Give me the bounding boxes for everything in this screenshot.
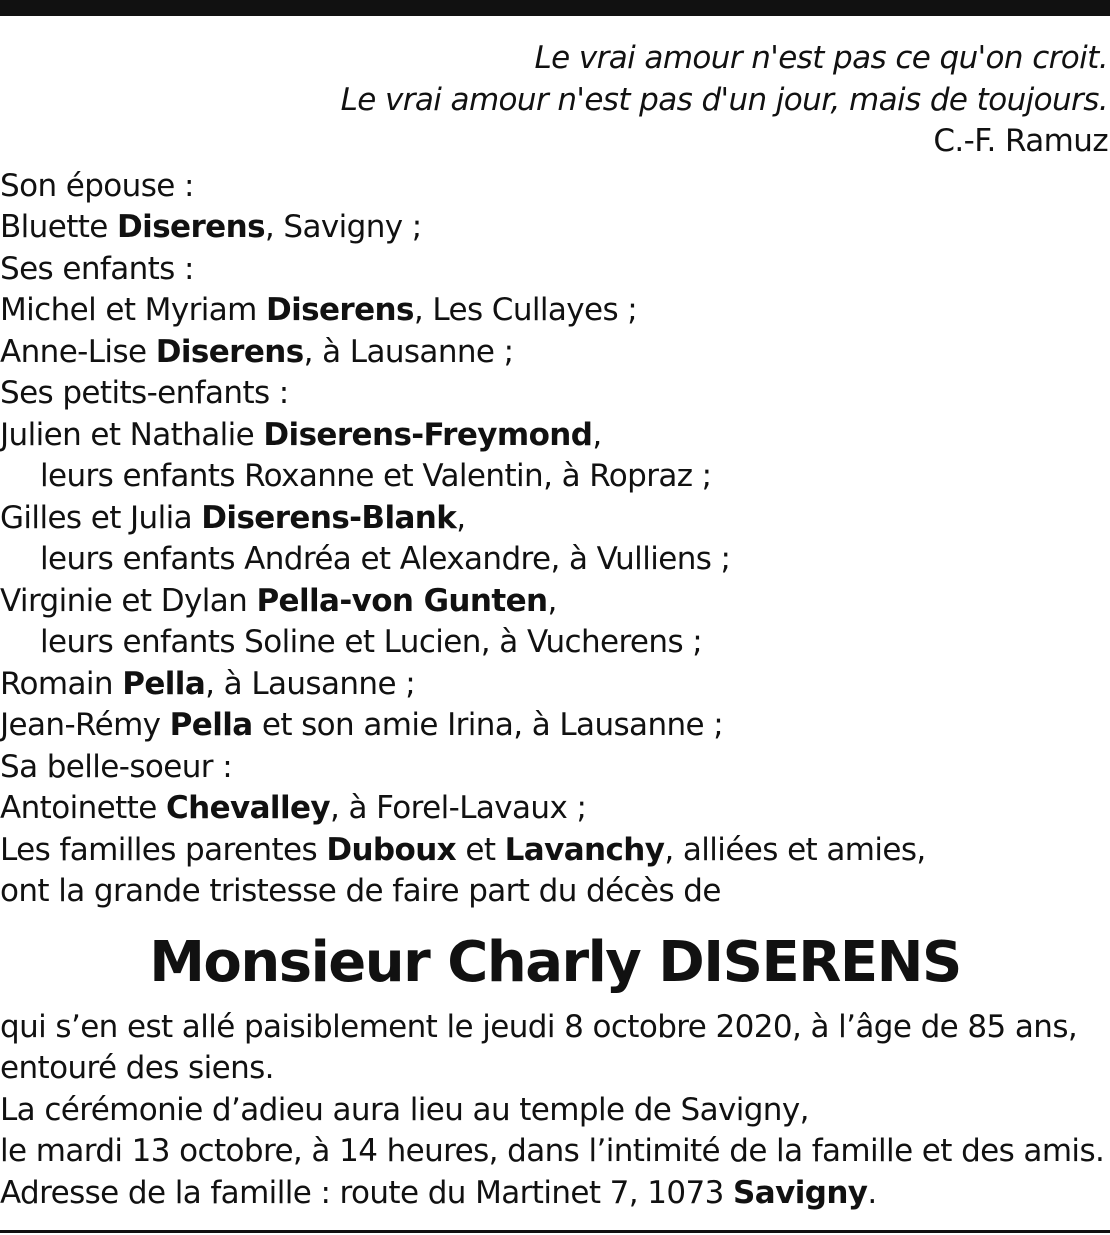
family-line — [0, 581, 1110, 623]
family-surname: Diserens — [265, 292, 414, 328]
family-text: leurs enfants Roxanne et Valentin, à Ropraz ; — [40, 458, 712, 494]
family-line-indented — [0, 622, 1110, 664]
family-text: leurs enfants Soline et Lucien, à Vucherens ; — [40, 624, 703, 660]
ceremony-details — [0, 1007, 1110, 1215]
obituary-notice — [0, 38, 1110, 1214]
family-line — [0, 166, 1110, 208]
family-line — [0, 290, 1110, 332]
family-text: Jean-Rémy — [0, 707, 170, 743]
details-line: entouré des siens. — [0, 1050, 274, 1086]
family-line — [0, 332, 1110, 374]
epigraph-line-2: Le vrai amour n'est pas d'un jour, mais de toujours. — [340, 81, 1108, 118]
family-text: Les familles parentes — [0, 831, 327, 868]
family-text: , Savigny ; — [264, 209, 422, 245]
family-surname: Diserens-Blank — [201, 499, 457, 536]
family-line — [0, 747, 1110, 789]
family-surname: Pella — [122, 665, 206, 702]
family-surname: Diserens — [155, 333, 304, 370]
family-surname: Duboux — [326, 831, 457, 868]
epigraph-author: C.-F. Ramuz — [933, 123, 1108, 159]
family-text: , à Lausanne ; — [303, 333, 514, 370]
address-text: Adresse de la famille : route du Martinet 7, 1073 — [0, 1174, 734, 1211]
family-text: ont la grande tristesse de faire part du décès de — [0, 873, 721, 909]
family-address — [0, 1173, 1110, 1215]
family-text: , à Lausanne ; — [205, 665, 416, 702]
family-text: Anne-Lise — [0, 333, 156, 370]
details-line: La cérémonie d’adieu aura lieu au temple de Savigny, — [0, 1091, 809, 1128]
family-text: , — [547, 582, 557, 619]
family-surname: Chevalley — [165, 790, 331, 826]
family-text: , à Forel-Lavaux ; — [330, 790, 587, 826]
family-text: Bluette — [0, 209, 118, 245]
details-line: le mardi 13 octobre, à 14 heures, dans l’intimité de la famille et des amis. — [0, 1133, 1105, 1169]
family-text: Virginie et Dylan — [0, 582, 257, 619]
family-text: Julien et Nathalie — [0, 416, 264, 453]
family-text: leurs enfants Andréa et Alexandre, à Vulliens ; — [40, 541, 731, 577]
family-text: Gilles et Julia — [0, 499, 202, 536]
details-line: qui s’en est allé paisiblement le jeudi 8 octobre 2020, à l’âge de 85 ans, — [0, 1008, 1078, 1045]
family-text: Ses petits-enfants : — [0, 375, 289, 411]
family-list — [0, 166, 1110, 913]
family-text: , alliées et amies, — [664, 831, 926, 868]
family-line — [0, 207, 1110, 249]
family-text: , — [592, 416, 602, 453]
family-line-indented — [0, 539, 1110, 581]
family-text: et — [456, 831, 505, 868]
family-line — [0, 830, 1110, 872]
address-city: Savigny — [733, 1174, 868, 1211]
family-line — [0, 664, 1110, 706]
bottom-border-rule — [0, 1230, 1110, 1233]
family-line — [0, 498, 1110, 540]
epigraph-line-1: Le vrai amour n'est pas ce qu'on croit. — [534, 40, 1108, 76]
family-text: Michel et Myriam — [0, 292, 266, 328]
top-border-rule — [0, 0, 1110, 16]
family-text: , — [456, 499, 466, 536]
family-text: Sa belle-soeur : — [0, 748, 233, 785]
address-text: . — [867, 1174, 877, 1211]
family-text: Son épouse : — [0, 167, 194, 204]
family-surname: Pella — [169, 707, 253, 743]
family-line — [0, 705, 1110, 747]
family-line-indented — [0, 456, 1110, 498]
family-line — [0, 373, 1110, 415]
family-text: Antoinette — [0, 790, 166, 826]
family-line — [0, 788, 1110, 830]
family-text: , Les Cullayes ; — [413, 292, 638, 328]
family-text: Ses enfants : — [0, 250, 194, 287]
family-line — [0, 249, 1110, 291]
deceased-name: Monsieur Charly DISERENS — [149, 929, 961, 995]
family-text: et son amie Irina, à Lausanne ; — [252, 707, 724, 743]
family-line — [0, 415, 1110, 457]
family-surname: Lavanchy — [504, 831, 665, 868]
family-surname: Diserens — [117, 209, 265, 245]
family-surname: Diserens-Freymond — [263, 416, 593, 453]
family-line — [0, 871, 1110, 913]
epigraph — [0, 38, 1110, 163]
family-text: Romain — [0, 665, 123, 702]
family-surname: Pella-von Gunten — [256, 582, 548, 619]
